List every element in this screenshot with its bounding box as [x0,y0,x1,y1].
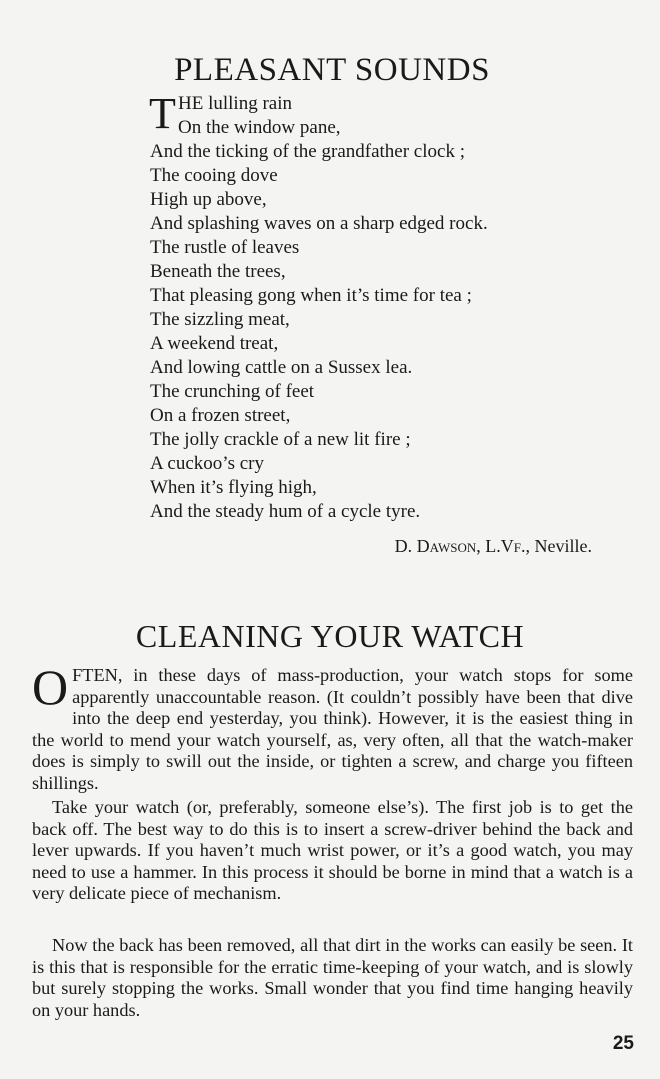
poem-line: On the window pane, [178,117,341,138]
article-paragraph: OFTEN, in these days of mass-production, your watch stops for some apparently unaccountable reason. (It couldn’t possibly have been that dive into the deep end yesterday, you think). However, it is the easiest thing in the world to mend your watch yourself, as, very often, all that the watch-maker does is simply to swill out the inside, or tighten a screw, and charge you fifteen shillings. [32,659,633,793]
poem-line: A weekend treat, [150,333,279,354]
poem-line: When it’s flying high, [150,477,317,498]
poem-line: The cooing dove [150,165,278,186]
poem-line: And the ticking of the grandfather clock ; [150,141,465,162]
poem-line: And lowing cattle on a Sussex lea. [150,357,413,378]
poem-line: On a frozen street, [150,405,291,426]
poem-title: PLEASANT SOUNDS [174,52,490,88]
article-paragraph: Now the back has been removed, all that dirt in the works can easily be seen. It is this that is responsible for the erratic time-keeping of your watch, and is slowly but surely stopping the works. Small wonder that you find time hanging heavily on your hands. [32,935,633,1020]
poem-line: Beneath the trees, [150,261,286,282]
poem-line: That pleasing gong when it’s time for tea ; [150,285,472,306]
article-paragraph: Take your watch (or, preferably, someone else’s). The first job is to get the back off. The best way to do this is to insert a screw-driver behind the back and lever upwards. If you haven’t much wrist power, or it’s a good watch, you may need to use a hammer. In this process it should be borne in mind that a watch is a very delicate piece of mechanism. [32,797,633,904]
poem-line: And the steady hum of a cycle tyre. [150,501,421,522]
drop-cap: T [149,89,176,138]
poem-line: The rustle of leaves [150,237,300,258]
drop-cap: O [32,659,69,715]
article-title: CLEANING YOUR WATCH [135,618,525,654]
poem-line: The crunching of feet [150,381,315,402]
poem-author-signature: D. Dawson, L.Vf., Neville. [394,536,592,556]
poem-line: The sizzling meat, [150,309,290,330]
poem-line: High up above, [150,189,267,210]
poem-body [149,89,488,524]
poem-line: And splashing waves on a sharp edged rock. [150,213,488,234]
page-number: 25 [612,1033,634,1054]
poem-line: A cuckoo’s cry [150,453,264,474]
poem-line: The jolly crackle of a new lit fire ; [150,429,411,450]
poem-line: T HE lulling rain [149,89,292,138]
